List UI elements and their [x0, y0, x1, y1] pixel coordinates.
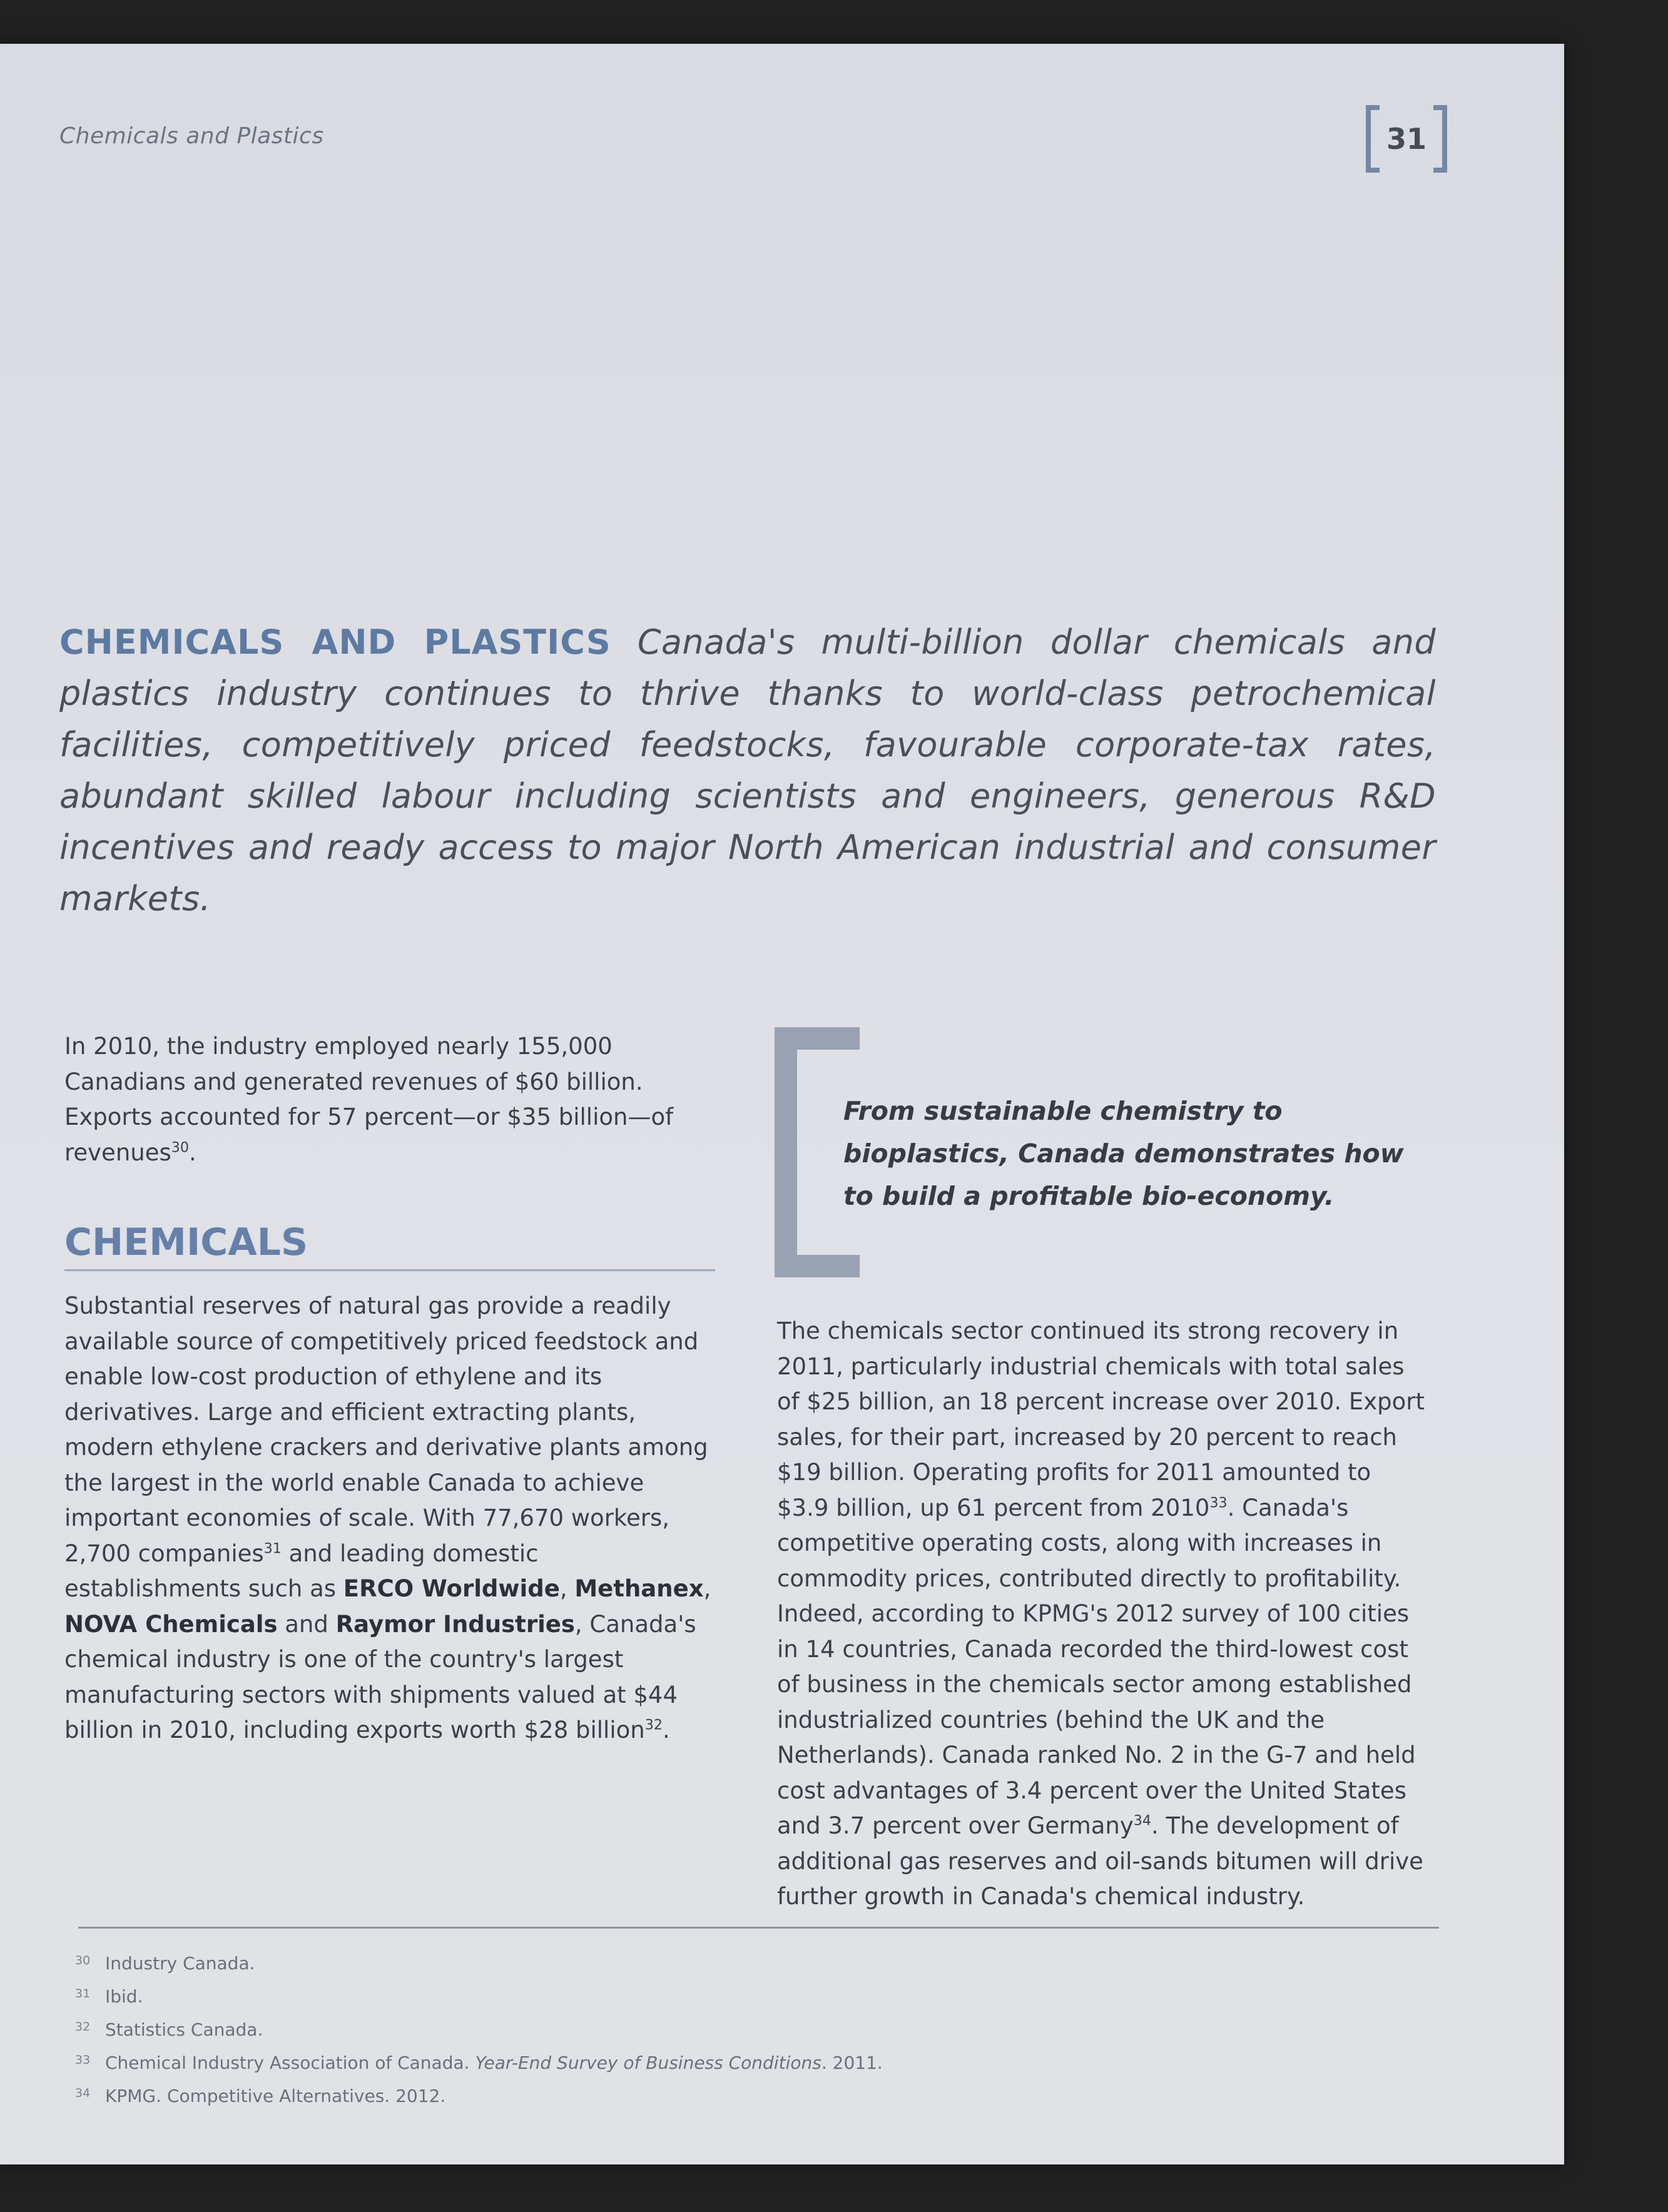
- overview-paragraph: [64, 1029, 715, 1170]
- footnote-number: 32: [75, 2020, 91, 2034]
- footnote-ref: 34: [1133, 1812, 1152, 1829]
- separator: and: [277, 1610, 336, 1638]
- left-bracket-decoration: [1366, 105, 1380, 173]
- separator: ,: [559, 1575, 575, 1602]
- footnotes-divider: [78, 1927, 1439, 1929]
- footnote-number: 34: [75, 2086, 91, 2100]
- overview-text: In 2010, the industry employed nearly 155,000 Canadians and generated revenues of $60 billion. Exports accounted for 57 percent—or $35 billion—of revenues: [64, 1033, 674, 1166]
- footnote: [75, 2012, 883, 2045]
- footnote-text: Statistics Canada.: [105, 2019, 263, 2040]
- left-column: [64, 1029, 715, 1748]
- chemicals-paragraph: [64, 1289, 715, 1748]
- pull-quote-text: From sustainable chemistry to bioplastics, Canada demonstrates how to build a profitable bio-economy.: [843, 1096, 1404, 1211]
- footnote-ref: 32: [644, 1717, 663, 1733]
- footnote: [75, 1946, 883, 1979]
- footnote-number: 31: [75, 1987, 91, 2001]
- right-column: [777, 1314, 1428, 1915]
- chemicals-text-1: Substantial reserves of natural gas provide a readily available source of competitively priced feedstock and enable low-cost production of ethylene and its derivatives. Large and efficient extracting plants, modern ethylene crackers and derivative plants among the largest in the world enable Canada to achieve important economies of scale. With 77,670 workers, 2,700 companies: [64, 1292, 708, 1567]
- footnote-text: Ibid.: [105, 1986, 143, 2007]
- footnote-ref: 30: [171, 1139, 189, 1156]
- chemicals-tail: .: [662, 1717, 670, 1743]
- footnote-tail: . 2011.: [821, 2052, 883, 2073]
- footnote-text: Industry Canada.: [105, 1953, 255, 1974]
- chemicals-text-3: , Canada's chemical industry is one of the country's largest manufacturing sectors with shipments valued at $44 billion in 2010, including exports worth $28 billion: [64, 1610, 696, 1743]
- intro-kicker: CHEMICALS AND PLASTICS: [59, 622, 611, 662]
- sector-text-1: The chemicals sector continued its strong recovery in 2011, particularly industrial chemicals with total sales of $25 billion, an 18 percent increase over 2010. Export sales, for their part, increased by 20 percent to reach $19 billion. Operating profits for 2011 amounted to $3.9 billion, up 61 percent from 2010: [777, 1317, 1425, 1521]
- running-title: Chemicals and Plastics: [59, 123, 324, 149]
- section-heading-chemicals: CHEMICALS: [64, 1220, 715, 1271]
- sector-text-3: . The development of additional gas reserves and oil-sands bitumen will drive further growth in Canada's chemical industry.: [777, 1812, 1423, 1910]
- separator: ,: [703, 1575, 711, 1602]
- page-number: 31: [1386, 122, 1426, 156]
- chemicals-text-2: and leading domestic establishments such as: [64, 1540, 539, 1602]
- chemicals-sector-paragraph: [777, 1314, 1428, 1915]
- footnote-number: 30: [75, 1954, 91, 1967]
- company-name: Raymor Industries: [335, 1610, 575, 1638]
- footnote: [75, 1979, 883, 2012]
- footnote-ref: 33: [1209, 1494, 1228, 1511]
- page-number-badge: [1366, 105, 1447, 173]
- company-name: NOVA Chemicals: [64, 1610, 278, 1638]
- footnote-text: Chemical Industry Association of Canada.: [105, 2052, 475, 2073]
- footnote-text: KPMG. Competitive Alternatives. 2012.: [105, 2086, 446, 2106]
- intro-paragraph: [59, 617, 1436, 925]
- overview-tail: .: [189, 1139, 196, 1166]
- company-name: Methanex: [574, 1575, 704, 1602]
- footnote: [75, 2045, 883, 2078]
- footnote-ref: 31: [263, 1540, 282, 1557]
- pull-quote: [775, 1027, 1438, 1277]
- document-page: [0, 44, 1564, 2164]
- sector-text-2: . Canada's competitive operating costs, along with increases in commodity prices, contributed directly to profitability. Indeed, according to KPMG's 2012 survey of 100 cities in 14 countries, Canada recorded the third-lowest cost of business in the chemicals sector among established industrialized countries (behind the UK and the Netherlands). Canada ranked No. 2 in the G-7 and held cost advantages of 3.4 percent over the United States and 3.7 percent over Germany: [777, 1494, 1416, 1839]
- footnote-title: Year-End Survey of Business Conditions: [475, 2052, 821, 2073]
- footnote: [75, 2078, 883, 2111]
- footnotes-list: [75, 1946, 883, 2111]
- footnote-number: 33: [75, 2053, 91, 2067]
- company-name: ERCO Worldwide: [343, 1575, 560, 1602]
- right-bracket-decoration: [1433, 105, 1447, 173]
- intro-text: Canada's multi-billion dollar chemicals and plastics industry continues to thrive thanks to world-class petrochemical facilities, competitively priced feedstocks, favourable corporate-tax rates, abundant skilled labour including scientists and engineers, generous R&D incentives and ready access to major North American industrial and consumer markets.: [59, 622, 1436, 918]
